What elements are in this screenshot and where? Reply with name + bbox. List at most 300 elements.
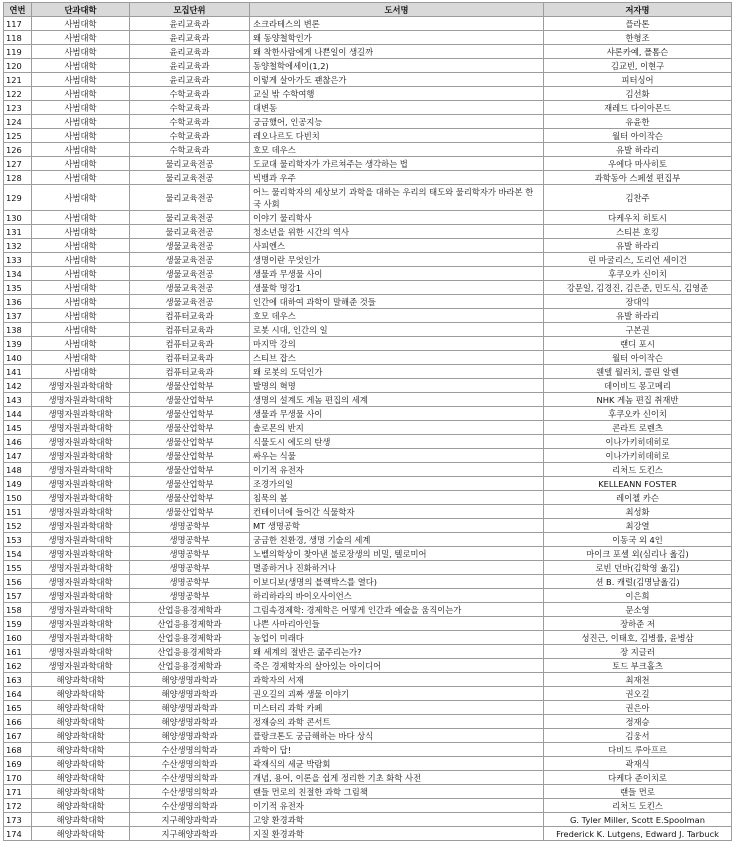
row-college: 생명자원과학대학 (32, 449, 130, 463)
row-dept: 수학교육과 (130, 129, 250, 143)
row-number: 151 (4, 505, 32, 519)
row-author: 이동국 외 4인 (544, 533, 732, 547)
row-college: 해양과학대학 (32, 827, 130, 841)
row-dept: 수학교육과 (130, 87, 250, 101)
row-dept: 수산생명의학과 (130, 771, 250, 785)
row-college: 사범대학 (32, 295, 130, 309)
row-dept: 생물산업학부 (130, 449, 250, 463)
row-title: 나쁜 사마리아인들 (250, 617, 544, 631)
row-title: 왜 동양철학인가 (250, 31, 544, 45)
row-author: 최재천 (544, 673, 732, 687)
row-title: 과학자의 서재 (250, 673, 544, 687)
row-title: 도쿄대 물리학자가 가르쳐주는 생각하는 법 (250, 157, 544, 171)
row-author: 웬델 월러치, 콜린 알렌 (544, 365, 732, 379)
table-row (4, 561, 732, 575)
row-college: 해양과학대학 (32, 799, 130, 813)
row-number: 150 (4, 491, 32, 505)
table-row (4, 45, 732, 59)
row-title: 과학이 답! (250, 743, 544, 757)
row-author: 유발 하라리 (544, 239, 732, 253)
row-dept: 윤리교육과 (130, 73, 250, 87)
row-author: 플라톤 (544, 17, 732, 31)
row-number: 132 (4, 239, 32, 253)
row-title: 인간에 대하여 과학이 말해준 것들 (250, 295, 544, 309)
row-number: 169 (4, 757, 32, 771)
row-number: 126 (4, 143, 32, 157)
row-college: 생명자원과학대학 (32, 659, 130, 673)
row-title: 노벨의학상이 찾아낸 불로장생의 비밀, 텔로미어 (250, 547, 544, 561)
row-title: 미스터리 과학 카페 (250, 701, 544, 715)
row-title: 이기적 유전자 (250, 463, 544, 477)
row-college: 사범대학 (32, 323, 130, 337)
table-row (4, 129, 732, 143)
row-college: 생명자원과학대학 (32, 477, 130, 491)
row-dept: 산업응용경제학과 (130, 603, 250, 617)
row-author: 다비드 루아프르 (544, 743, 732, 757)
row-author: 콘라트 로렌츠 (544, 421, 732, 435)
row-dept: 물리교육전공 (130, 211, 250, 225)
table-row (4, 393, 732, 407)
row-college: 해양과학대학 (32, 743, 130, 757)
table-row (4, 505, 732, 519)
row-dept: 생명공학부 (130, 561, 250, 575)
row-number: 120 (4, 59, 32, 73)
row-dept: 생물산업학부 (130, 463, 250, 477)
table-row (4, 253, 732, 267)
table-row (4, 379, 732, 393)
row-number: 158 (4, 603, 32, 617)
row-number: 121 (4, 73, 32, 87)
row-number: 149 (4, 477, 32, 491)
row-author: 재레드 다이아몬드 (544, 101, 732, 115)
row-number: 160 (4, 631, 32, 645)
row-dept: 생물교육전공 (130, 281, 250, 295)
row-author: 후쿠오카 신이치 (544, 267, 732, 281)
table-row (4, 115, 732, 129)
row-author: 이나가키히데히로 (544, 449, 732, 463)
row-author: 김웅서 (544, 729, 732, 743)
row-number: 173 (4, 813, 32, 827)
table-row (4, 463, 732, 477)
row-dept: 해양생명과학과 (130, 673, 250, 687)
table-body (4, 17, 732, 841)
row-dept: 윤리교육과 (130, 17, 250, 31)
row-author: 스티븐 호킹 (544, 225, 732, 239)
row-author: 장 지글러 (544, 645, 732, 659)
row-college: 생명자원과학대학 (32, 547, 130, 561)
row-author: 곽재식 (544, 757, 732, 771)
row-number: 137 (4, 309, 32, 323)
row-number: 130 (4, 211, 32, 225)
row-number: 152 (4, 519, 32, 533)
table-row (4, 589, 732, 603)
table-row (4, 757, 732, 771)
row-title: 호모 데우스 (250, 143, 544, 157)
row-author: 후쿠오카 신이치 (544, 407, 732, 421)
row-college: 사범대학 (32, 87, 130, 101)
row-title: 농업이 미래다 (250, 631, 544, 645)
row-title: 왜 착한사람에게 나쁜일이 생길까 (250, 45, 544, 59)
row-author: 월터 아이작슨 (544, 129, 732, 143)
row-title: 플랑크톤도 궁금해하는 바다 상식 (250, 729, 544, 743)
row-title: 생물과 무생물 사이 (250, 267, 544, 281)
row-college: 생명자원과학대학 (32, 561, 130, 575)
row-college: 생명자원과학대학 (32, 603, 130, 617)
row-college: 생명자원과학대학 (32, 645, 130, 659)
row-dept: 산업응용경제학과 (130, 631, 250, 645)
table-row (4, 533, 732, 547)
table-row (4, 435, 732, 449)
row-title: 고양 환경과학 (250, 813, 544, 827)
table-row (4, 421, 732, 435)
table-row (4, 351, 732, 365)
row-title: 지질 환경과학 (250, 827, 544, 841)
row-college: 생명자원과학대학 (32, 393, 130, 407)
row-author: 권은아 (544, 701, 732, 715)
row-dept: 수산생명의학과 (130, 785, 250, 799)
row-college: 사범대학 (32, 211, 130, 225)
table-row (4, 519, 732, 533)
row-number: 122 (4, 87, 32, 101)
row-number: 129 (4, 185, 32, 211)
row-number: 170 (4, 771, 32, 785)
table-row (4, 157, 732, 171)
row-title: 빅뱅과 우주 (250, 171, 544, 185)
row-author: 다케다 준이치로 (544, 771, 732, 785)
table-row (4, 813, 732, 827)
row-college: 사범대학 (32, 267, 130, 281)
table-row (4, 617, 732, 631)
row-author: 랜디 포시 (544, 337, 732, 351)
row-college: 해양과학대학 (32, 729, 130, 743)
row-college: 생명자원과학대학 (32, 421, 130, 435)
row-title: 컨테이너에 들어간 식물학자 (250, 505, 544, 519)
row-author: 랜들 먼로 (544, 785, 732, 799)
row-number: 119 (4, 45, 32, 59)
header-college: 단과대학 (32, 3, 130, 17)
row-college: 사범대학 (32, 157, 130, 171)
table-row (4, 225, 732, 239)
row-author: 션 B. 캐럴(김명남옮김) (544, 575, 732, 589)
row-college: 사범대학 (32, 45, 130, 59)
row-dept: 생물산업학부 (130, 505, 250, 519)
row-author: 이나가키히데히로 (544, 435, 732, 449)
table-row (4, 365, 732, 379)
row-college: 해양과학대학 (32, 701, 130, 715)
row-college: 생명자원과학대학 (32, 631, 130, 645)
row-title: 왜 세계의 절반은 굶주리는가? (250, 645, 544, 659)
row-college: 생명자원과학대학 (32, 463, 130, 477)
row-college: 사범대학 (32, 281, 130, 295)
row-title: 청소년을 위한 시간의 역사 (250, 225, 544, 239)
table-row (4, 603, 732, 617)
row-number: 174 (4, 827, 32, 841)
row-dept: 물리교육전공 (130, 185, 250, 211)
row-number: 145 (4, 421, 32, 435)
row-dept: 생물산업학부 (130, 393, 250, 407)
row-dept: 지구해양과학과 (130, 827, 250, 841)
row-title: 궁금했어, 인공지능 (250, 115, 544, 129)
row-dept: 해양생명과학과 (130, 715, 250, 729)
row-dept: 생물산업학부 (130, 407, 250, 421)
row-college: 해양과학대학 (32, 715, 130, 729)
row-author: 구본권 (544, 323, 732, 337)
row-title: 조경가의일 (250, 477, 544, 491)
row-number: 162 (4, 659, 32, 673)
row-dept: 수산생명의학과 (130, 799, 250, 813)
row-title: 개념, 용어, 이론을 쉽게 정리한 기초 화학 사전 (250, 771, 544, 785)
row-dept: 생물교육전공 (130, 295, 250, 309)
row-author: KELLEANN FOSTER (544, 477, 732, 491)
table-row (4, 407, 732, 421)
row-author: 린 마굴리스, 도리언 세이건 (544, 253, 732, 267)
row-dept: 컴퓨터교육과 (130, 351, 250, 365)
row-dept: 물리교육전공 (130, 225, 250, 239)
row-title: 죽은 경제학자의 살아있는 아이디어 (250, 659, 544, 673)
row-college: 생명자원과학대학 (32, 491, 130, 505)
table-row (4, 31, 732, 45)
row-number: 161 (4, 645, 32, 659)
table-row (4, 645, 732, 659)
row-dept: 해양생명과학과 (130, 687, 250, 701)
table-row (4, 575, 732, 589)
row-number: 172 (4, 799, 32, 813)
row-college: 사범대학 (32, 171, 130, 185)
row-title: 이기적 유전자 (250, 799, 544, 813)
table-row (4, 827, 732, 841)
row-college: 사범대학 (32, 337, 130, 351)
table-row (4, 547, 732, 561)
table-row (4, 743, 732, 757)
header-row (4, 3, 732, 17)
row-college: 생명자원과학대학 (32, 505, 130, 519)
row-college: 생명자원과학대학 (32, 407, 130, 421)
row-dept: 해양생명과학과 (130, 729, 250, 743)
row-college: 사범대학 (32, 365, 130, 379)
row-dept: 수학교육과 (130, 101, 250, 115)
row-college: 해양과학대학 (32, 785, 130, 799)
row-dept: 윤리교육과 (130, 31, 250, 45)
table-row (4, 771, 732, 785)
row-title: 이보디보(생명의 블랙박스를 열다) (250, 575, 544, 589)
row-dept: 컴퓨터교육과 (130, 323, 250, 337)
row-author: 피터싱어 (544, 73, 732, 87)
row-author: 과학동아 스페셜 편집부 (544, 171, 732, 185)
row-author: 이은희 (544, 589, 732, 603)
row-dept: 생물산업학부 (130, 491, 250, 505)
row-author: 우에다 마사히토 (544, 157, 732, 171)
row-author: 김찬주 (544, 185, 732, 211)
table-row (4, 631, 732, 645)
row-number: 123 (4, 101, 32, 115)
row-number: 165 (4, 701, 32, 715)
table-row (4, 785, 732, 799)
row-college: 해양과학대학 (32, 771, 130, 785)
row-college: 사범대학 (32, 239, 130, 253)
row-number: 167 (4, 729, 32, 743)
row-author: 문소영 (544, 603, 732, 617)
row-dept: 생명공학부 (130, 547, 250, 561)
row-college: 사범대학 (32, 185, 130, 211)
row-number: 117 (4, 17, 32, 31)
row-dept: 생물교육전공 (130, 267, 250, 281)
row-dept: 생명공학부 (130, 533, 250, 547)
row-dept: 생명공학부 (130, 519, 250, 533)
table-row (4, 659, 732, 673)
row-author: 월터 아이작슨 (544, 351, 732, 365)
row-title: 사피엔스 (250, 239, 544, 253)
row-number: 156 (4, 575, 32, 589)
row-title: 하리하라의 바이오사이언스 (250, 589, 544, 603)
row-dept: 생물교육전공 (130, 253, 250, 267)
row-title: 생물과 무생물 사이 (250, 407, 544, 421)
row-title: 교실 밖 수학여행 (250, 87, 544, 101)
row-number: 144 (4, 407, 32, 421)
row-college: 생명자원과학대학 (32, 435, 130, 449)
table-header (4, 3, 732, 17)
row-title: MT 생명공학 (250, 519, 544, 533)
row-author: 최성화 (544, 505, 732, 519)
row-number: 139 (4, 337, 32, 351)
table-row (4, 171, 732, 185)
row-college: 사범대학 (32, 73, 130, 87)
row-dept: 윤리교육과 (130, 59, 250, 73)
row-title: 생명의 설계도 게놈 편집의 세계 (250, 393, 544, 407)
table-row (4, 87, 732, 101)
table-row (4, 73, 732, 87)
table-row (4, 295, 732, 309)
row-dept: 수학교육과 (130, 143, 250, 157)
row-author: 로빈 던바(김학영 옮김) (544, 561, 732, 575)
row-number: 164 (4, 687, 32, 701)
row-college: 생명자원과학대학 (32, 519, 130, 533)
row-number: 142 (4, 379, 32, 393)
row-college: 해양과학대학 (32, 813, 130, 827)
row-number: 138 (4, 323, 32, 337)
row-dept: 윤리교육과 (130, 45, 250, 59)
row-dept: 생물산업학부 (130, 421, 250, 435)
row-title: 로봇 시대, 인간의 일 (250, 323, 544, 337)
row-author: 유발 하라리 (544, 143, 732, 157)
table-row (4, 701, 732, 715)
row-college: 생명자원과학대학 (32, 617, 130, 631)
row-author: 토드 부크홀츠 (544, 659, 732, 673)
book-list-table (3, 2, 732, 841)
row-title: 어느 물리학자의 세상보기 과학을 대하는 우리의 태도와 물리학자가 바라본 한국 사회 (250, 185, 544, 211)
row-author: 강문일, 김경진, 김은준, 민도식, 김영준 (544, 281, 732, 295)
row-college: 사범대학 (32, 59, 130, 73)
row-author: 성진근, 이태호, 김병률, 윤병삼 (544, 631, 732, 645)
row-college: 사범대학 (32, 129, 130, 143)
row-dept: 컴퓨터교육과 (130, 337, 250, 351)
row-title: 권오길의 괴짜 생물 이야기 (250, 687, 544, 701)
row-author: 리처드 도킨스 (544, 463, 732, 477)
row-author: 데이비드 몽고메리 (544, 379, 732, 393)
table-row (4, 673, 732, 687)
row-dept: 생물산업학부 (130, 435, 250, 449)
row-title: 싸우는 식물 (250, 449, 544, 463)
row-number: 148 (4, 463, 32, 477)
row-dept: 컴퓨터교육과 (130, 365, 250, 379)
row-author: Frederick K. Lutgens, Edward J. Tarbuck (544, 827, 732, 841)
row-college: 해양과학대학 (32, 757, 130, 771)
row-author: 샤론카예, 폴톰슨 (544, 45, 732, 59)
row-number: 163 (4, 673, 32, 687)
table-row (4, 267, 732, 281)
row-number: 125 (4, 129, 32, 143)
row-title: 왜 로봇의 도덕인가 (250, 365, 544, 379)
row-number: 135 (4, 281, 32, 295)
row-number: 127 (4, 157, 32, 171)
table-row (4, 17, 732, 31)
row-number: 166 (4, 715, 32, 729)
row-college: 사범대학 (32, 31, 130, 45)
row-title: 스티브 잡스 (250, 351, 544, 365)
row-author: 장하준 저 (544, 617, 732, 631)
row-title: 랜들 먼로의 친절한 과학 그림책 (250, 785, 544, 799)
row-title: 정재승의 과학 콘서트 (250, 715, 544, 729)
row-number: 154 (4, 547, 32, 561)
table-row (4, 59, 732, 73)
row-title: 레오나르도 다빈치 (250, 129, 544, 143)
row-number: 171 (4, 785, 32, 799)
row-dept: 수산생명의학과 (130, 757, 250, 771)
table-row (4, 337, 732, 351)
row-title: 궁금한 친환경, 생명 기술의 세계 (250, 533, 544, 547)
row-college: 사범대학 (32, 17, 130, 31)
row-number: 157 (4, 589, 32, 603)
row-number: 155 (4, 561, 32, 575)
row-author: 레이첼 카슨 (544, 491, 732, 505)
row-author: 정재승 (544, 715, 732, 729)
row-author: G. Tyler Miller, Scott E.Spoolman (544, 813, 732, 827)
table-row (4, 101, 732, 115)
table-row (4, 143, 732, 157)
row-author: 장대익 (544, 295, 732, 309)
row-author: 김교빈, 이현구 (544, 59, 732, 73)
row-title: 그림속경제학: 경제학은 어떻게 인간과 예술을 움직이는가 (250, 603, 544, 617)
row-author: 권오길 (544, 687, 732, 701)
row-college: 생명자원과학대학 (32, 575, 130, 589)
row-title: 마지막 강의 (250, 337, 544, 351)
row-title: 생물학 명강1 (250, 281, 544, 295)
row-college: 해양과학대학 (32, 687, 130, 701)
row-author: 유발 하라리 (544, 309, 732, 323)
row-title: 솔로몬의 반지 (250, 421, 544, 435)
row-author: 마이크 포셀 외(심리나 옮김) (544, 547, 732, 561)
row-dept: 생물교육전공 (130, 239, 250, 253)
row-author: 리처드 도킨스 (544, 799, 732, 813)
row-dept: 생물산업학부 (130, 477, 250, 491)
row-number: 128 (4, 171, 32, 185)
row-number: 159 (4, 617, 32, 631)
row-dept: 물리교육전공 (130, 157, 250, 171)
header-dept: 모집단위 (130, 3, 250, 17)
table-row (4, 281, 732, 295)
row-title: 호모 데우스 (250, 309, 544, 323)
row-number: 143 (4, 393, 32, 407)
table-row (4, 309, 732, 323)
header-num: 연번 (4, 3, 32, 17)
row-title: 이야기 물리학사 (250, 211, 544, 225)
table-row (4, 729, 732, 743)
row-dept: 산업응용경제학과 (130, 617, 250, 631)
row-author: 김선화 (544, 87, 732, 101)
row-number: 140 (4, 351, 32, 365)
row-number: 136 (4, 295, 32, 309)
row-college: 생명자원과학대학 (32, 533, 130, 547)
table-row (4, 477, 732, 491)
